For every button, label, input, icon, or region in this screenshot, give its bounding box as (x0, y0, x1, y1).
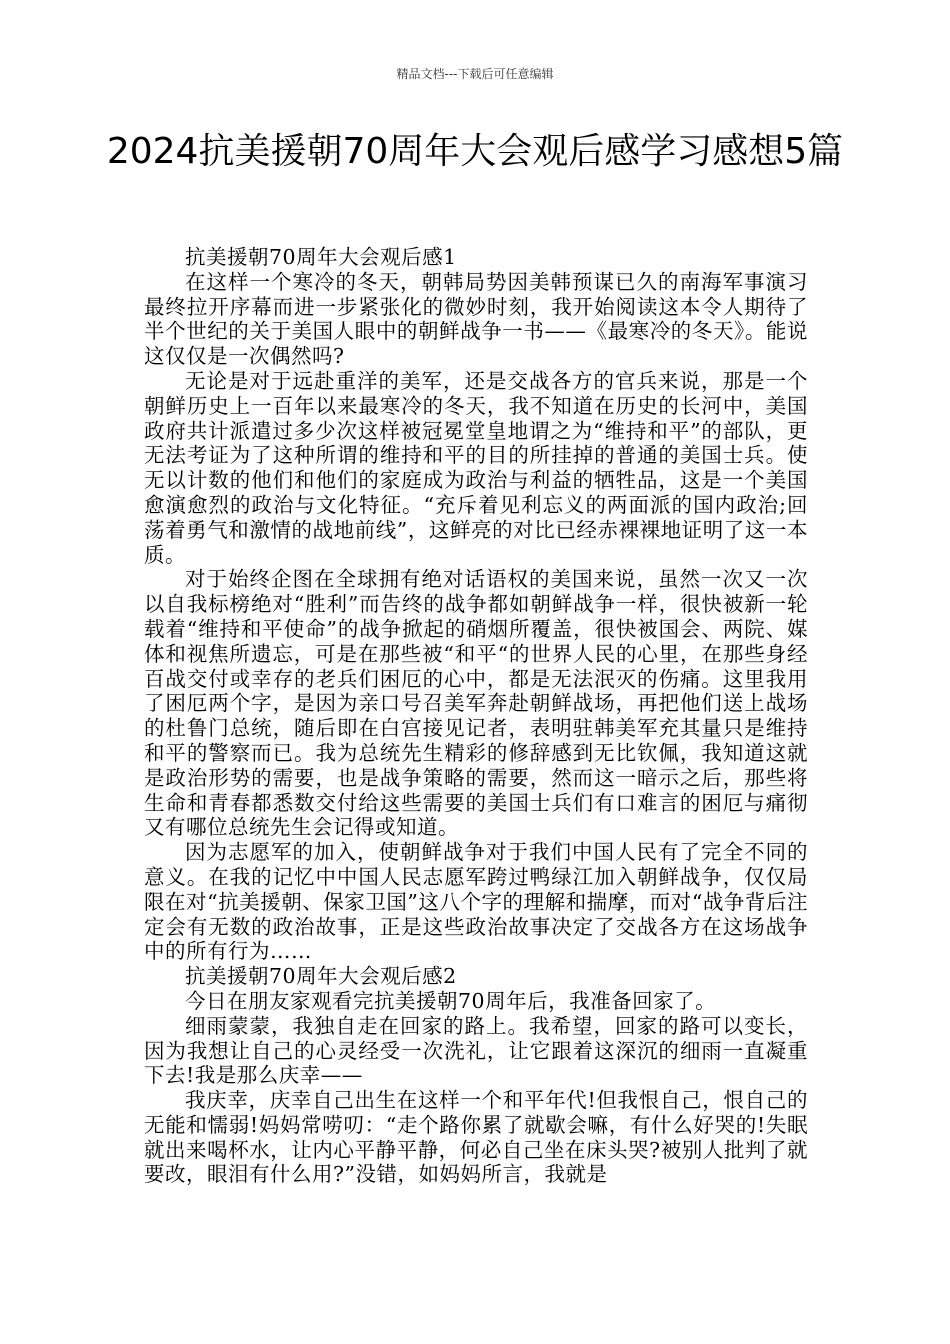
document-title: 2024抗美援朝70周年大会观后感学习感想5篇 (106, 131, 844, 172)
section-heading: 抗美援朝70周年大会观后感1 (185, 245, 457, 269)
paragraph: 在这样一个寒冷的冬天，朝韩局势因美韩预谋已久的南海军事演习最终拉开序幕而进一步紧张化的微妙时刻，我开始阅读这本令人期待了半个世纪的关于美国人眼中的朝鲜战争一书——《最寒冷的冬天》。能说这仅仅是一次偶然吗? (144, 269, 808, 369)
header-note: 精品文档---下载后可任意编辑 (396, 67, 554, 81)
paragraph: 对于始终企图在全球拥有绝对话语权的美国来说，虽然一次又一次以自我标榜绝对“胜利”而告终的战争都如朝鲜战争一样，很快被新一轮载着“维持和平使命”的战争掀起的硝烟所覆盖，很快被国会、两院、媒体和视焦所遗忘，可是在那些被“和平“的世界人民的心里，在那些身经百战交付或幸存的老兵们困厄的心中，都是无法泯灭的伤痛。这里我用了困厄两个字，是因为亲口号召美军奔赴朝鲜战场，再把他们送上战场的杜鲁门总统，随后即在白宫接见记者，表明驻韩美军充其量只是维持和平的警察而已。我为总统先生精彩的修辞感到无比钦佩，我知道这就是政治形势的需要，也是战争策略的需要，然而这一暗示之后，那些将生命和青春都悉数交付给这些需要的美国士兵们有口难言的困厄与痛彻又有哪位总统先生会记得或知道。 (144, 567, 808, 840)
paragraph: 因为志愿军的加入，使朝鲜战争对于我们中国人民有了完全不同的意义。在我的记忆中中国人民志愿军跨过鸭绿江加入朝鲜战争，仅仅局限在对“抗美援朝、保家卫国”这八个字的理解和揣摩，而对“战争背后注定会有无数的政治故事，正是这些政治故事决定了交战各方在这场战争中的所有行为…… (144, 840, 808, 964)
document-body (144, 245, 808, 1187)
section-heading: 抗美援朝70周年大会观后感2 (185, 964, 457, 989)
paragraph: 无论是对于远赴重洋的美军，还是交战各方的官兵来说，那是一个朝鲜历史上一百年以来最寒冷的冬天，我不知道在历史的长河中，美国政府共计派遣过多少次这样被冠冕堂皇地谓之为“维持和平”的部队，更无法考证为了这种所谓的维持和平的目的所挂掉的普通的美国士兵。使无以计数的他们和他们的家庭成为政治与利益的牺牲品，这是一个美国愈演愈烈的政治与文化特征。“充斥着见利忘义的两面派的国内政治;回荡着勇气和激情的战地前线”，这鲜亮的对比已经赤裸裸地证明了这一本质。 (144, 368, 808, 567)
paragraph: 细雨蒙蒙，我独自走在回家的路上。我希望，回家的路可以变长，因为我想让自己的心灵经受一次洗礼，让它跟着这深沉的细雨一直凝重下去!我是那么庆幸—— (144, 1013, 808, 1088)
paragraph: 今日在朋友家观看完抗美援朝70周年后，我准备回家了。 (185, 988, 717, 1013)
paragraph: 我庆幸，庆幸自己出生在这样一个和平年代!但我恨自己，恨自己的无能和懦弱!妈妈常唠叨：“走个路你累了就歇会嘛，有什么好哭的!失眠就出来喝杯水，让内心平静平静，何必自己坐在床头哭?被别人批判了就要改，眼泪有什么用?”没错，如妈妈所言，我就是 (144, 1088, 808, 1187)
